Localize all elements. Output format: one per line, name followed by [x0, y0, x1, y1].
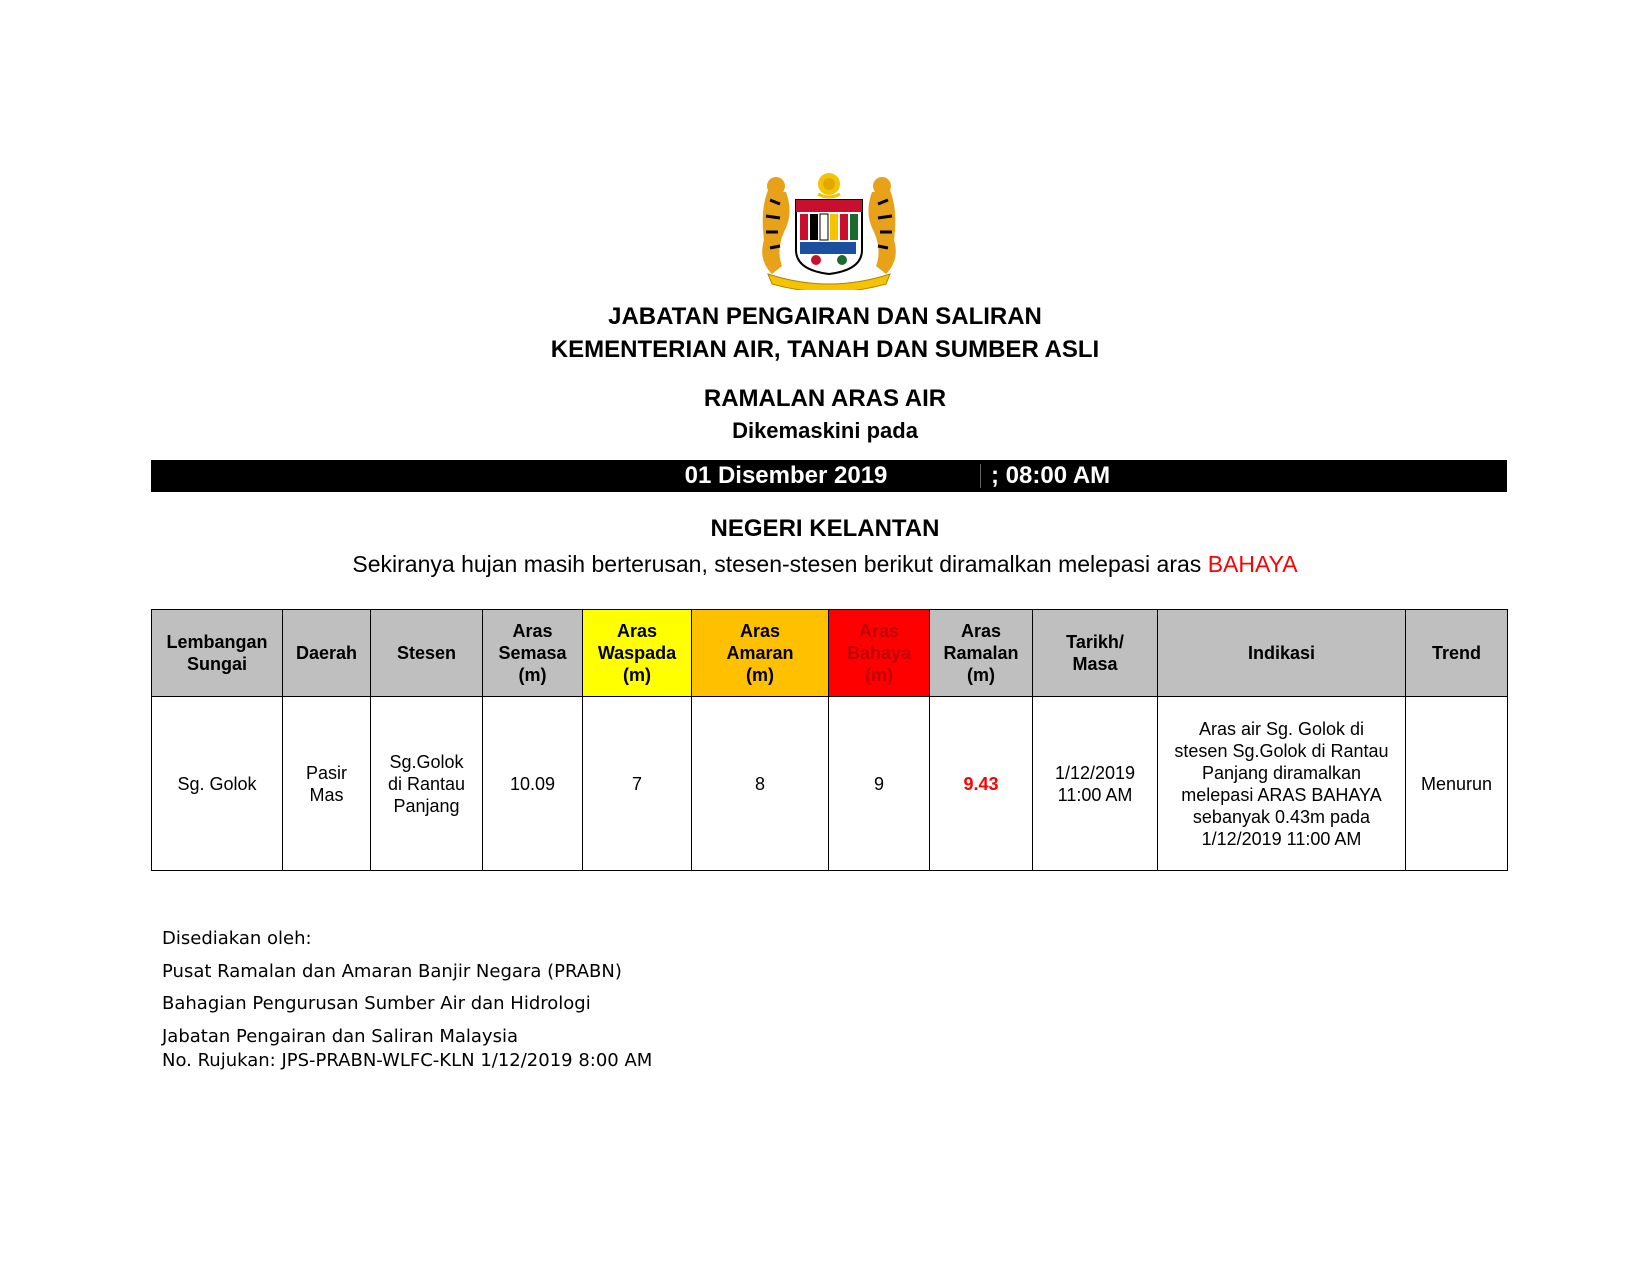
forecast-note-text: Sekiranya hujan masih berterusan, stesen-stesen berikut diramalkan melepasi aras: [352, 551, 1202, 577]
cell-tarikh: 1/12/2019 11:00 AM: [1033, 697, 1158, 871]
update-datetime-bar: [151, 460, 1507, 492]
cell-lembangan: Sg. Golok: [152, 697, 283, 871]
table-row: [152, 697, 1508, 871]
footer-centre: Pusat Ramalan dan Amaran Banjir Negara (PRABN): [162, 961, 622, 982]
col-header-amaran: Aras Amaran (m): [692, 610, 829, 697]
state-name: NEGERI KELANTAN: [710, 515, 940, 542]
cell-trend: Menurun: [1406, 697, 1508, 871]
danger-highlight: BAHAYA: [1207, 551, 1298, 577]
cell-amaran: 8: [692, 697, 829, 871]
updated-label: Dikemaskini pada: [732, 418, 918, 443]
cell-waspada: 7: [583, 697, 692, 871]
forecast-note: [0, 551, 1650, 578]
cell-bahaya: 9: [829, 697, 930, 871]
col-header-trend: Trend: [1406, 610, 1508, 697]
table-header-row: [152, 610, 1508, 697]
footer-reference: No. Rujukan: JPS-PRABN-WLFC-KLN 1/12/2019 8:00 AM: [162, 1050, 653, 1071]
cell-stesen: Sg.Golok di Rantau Panjang: [371, 697, 483, 871]
col-header-waspada: Aras Waspada (m): [583, 610, 692, 697]
col-header-daerah: Daerah: [283, 610, 371, 697]
cell-daerah: Pasir Mas: [283, 697, 371, 871]
footer-department: Jabatan Pengairan dan Saliran Malaysia: [162, 1026, 518, 1047]
col-header-lembangan: Lembangan Sungai: [152, 610, 283, 697]
coat-of-arms-logo: [750, 170, 908, 290]
footer-prepared-by: Disediakan oleh:: [162, 928, 312, 949]
col-header-ramalan: Aras Ramalan (m): [930, 610, 1033, 697]
col-header-tarikh: Tarikh/ Masa: [1033, 610, 1158, 697]
footer-division: Bahagian Pengurusan Sumber Air dan Hidrologi: [162, 993, 591, 1014]
forecast-table: [151, 609, 1508, 871]
col-header-indikasi: Indikasi: [1158, 610, 1406, 697]
department-title: JABATAN PENGAIRAN DAN SALIRAN: [608, 303, 1042, 330]
cell-semasa: 10.09: [483, 697, 583, 871]
col-header-semasa: Aras Semasa (m): [483, 610, 583, 697]
datetime-divider: [980, 464, 981, 488]
col-header-stesen: Stesen: [371, 610, 483, 697]
update-time: ; 08:00 AM: [991, 462, 1111, 489]
update-date: 01 Disember 2019: [684, 462, 888, 489]
cell-ramalan: 9.43: [930, 697, 1033, 871]
page-title: RAMALAN ARAS AIR: [703, 385, 947, 412]
col-header-bahaya: Aras Bahaya (m): [829, 610, 930, 697]
cell-indikasi: Aras air Sg. Golok di stesen Sg.Golok di Rantau Panjang diramalkan melepasi ARAS BAHAYA sebanyak 0.43m pada 1/12/2019 11:00 AM: [1158, 697, 1406, 871]
ministry-title: KEMENTERIAN AIR, TANAH DAN SUMBER ASLI: [550, 336, 1100, 363]
